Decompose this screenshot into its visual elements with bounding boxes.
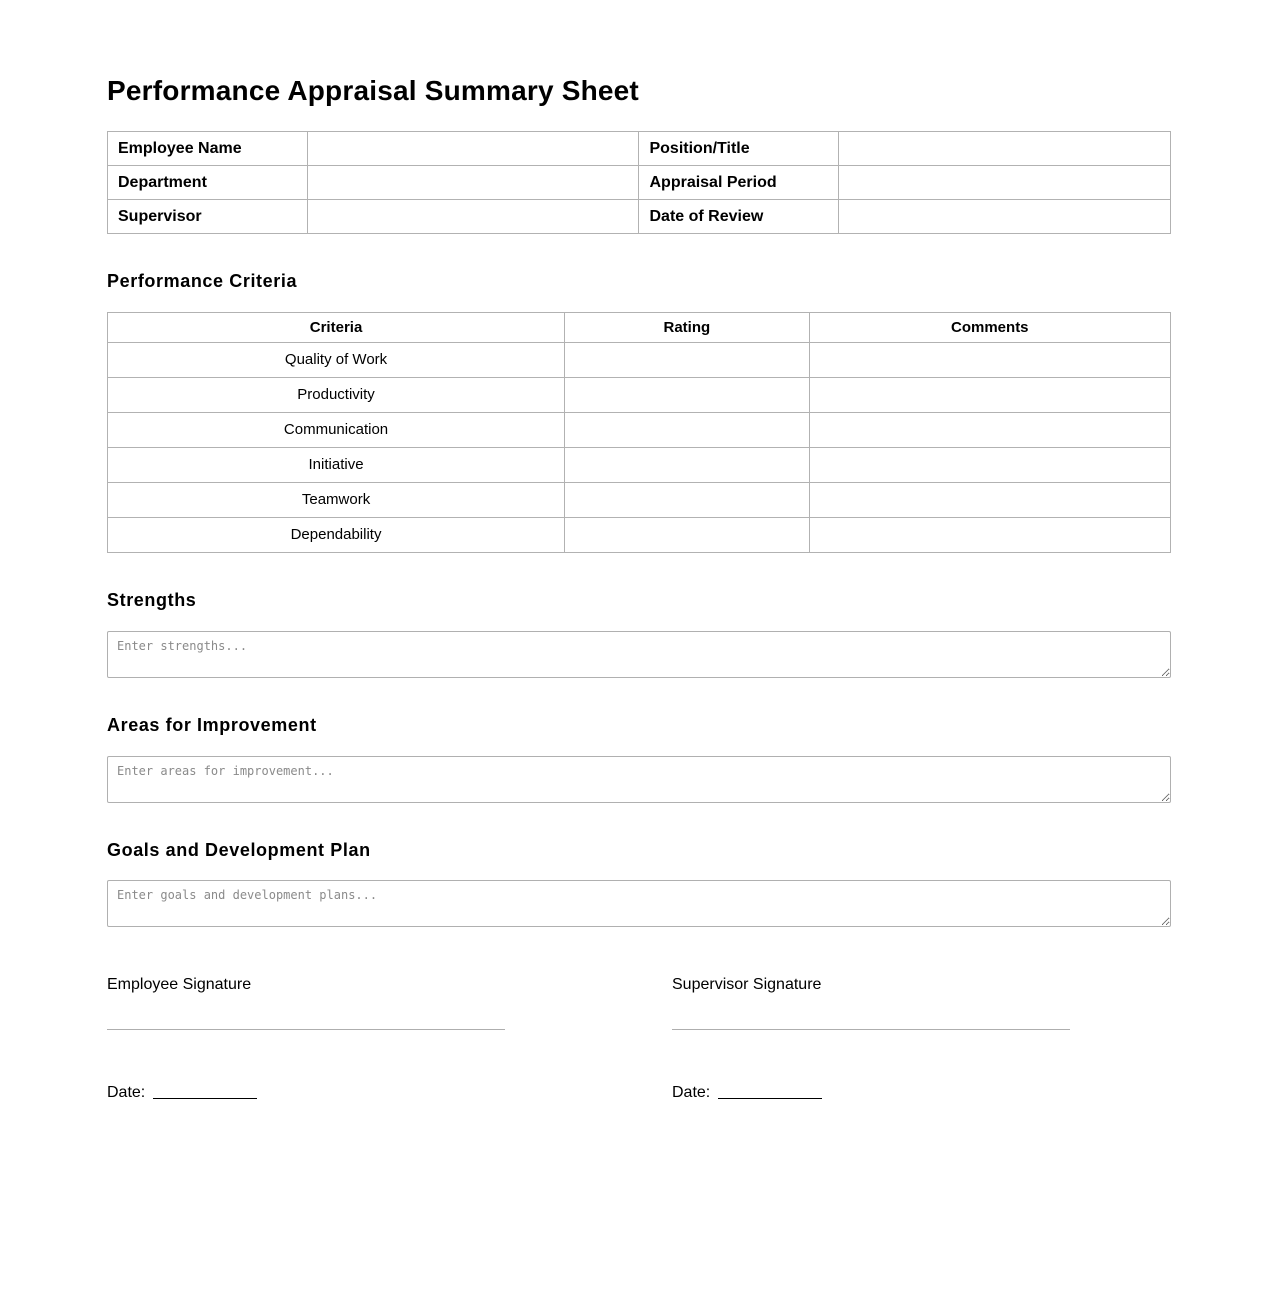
goals-development-plan-heading: Goals and Development Plan <box>107 839 371 860</box>
employee-info-table <box>107 131 1171 234</box>
table-row <box>108 447 1171 482</box>
criteria-cell: Teamwork <box>108 482 565 517</box>
supervisor-signature-label: Supervisor Signature <box>672 976 822 994</box>
criteria-cell: Quality of Work <box>108 342 565 377</box>
supervisor-label: Supervisor <box>108 200 308 234</box>
table-row <box>108 200 1171 234</box>
table-row <box>108 342 1171 377</box>
rating-cell <box>565 342 809 377</box>
rating-cell <box>565 412 809 447</box>
comments-cell <box>809 447 1170 482</box>
supervisor-signature-block <box>672 975 1070 1101</box>
comments-cell <box>809 342 1170 377</box>
department-label: Department <box>108 166 308 200</box>
criteria-column-header: Criteria <box>108 312 565 342</box>
criteria-cell: Initiative <box>108 447 565 482</box>
rating-cell <box>565 517 809 552</box>
department-value <box>307 166 639 200</box>
rating-cell <box>565 377 809 412</box>
appraisal-period-label: Appraisal Period <box>639 166 839 200</box>
criteria-cell: Productivity <box>108 377 565 412</box>
strengths-heading: Strengths <box>107 589 197 610</box>
employee-date-label: Date: <box>107 1083 146 1101</box>
table-row <box>108 377 1171 412</box>
employee-date-row <box>107 1084 505 1102</box>
table-row <box>108 517 1171 552</box>
employee-signature-label: Employee Signature <box>107 976 252 994</box>
supervisor-date-label: Date: <box>672 1083 711 1101</box>
rating-column-header: Rating <box>565 312 809 342</box>
areas-for-improvement-heading: Areas for Improvement <box>107 714 317 735</box>
table-row <box>108 482 1171 517</box>
goals-development-plan-input[interactable] <box>107 880 1171 927</box>
page-title: Performance Appraisal Summary Sheet <box>107 75 639 106</box>
comments-cell <box>809 377 1170 412</box>
appraisal-period-value <box>839 166 1171 200</box>
position-title-label: Position/Title <box>639 132 839 166</box>
performance-criteria-heading: Performance Criteria <box>107 271 298 292</box>
employee-name-label: Employee Name <box>108 132 308 166</box>
date-of-review-label: Date of Review <box>639 200 839 234</box>
comments-column-header: Comments <box>809 312 1170 342</box>
employee-signature-line <box>107 1029 505 1030</box>
supervisor-date-line <box>718 1087 822 1099</box>
table-header-row <box>108 312 1171 342</box>
comments-cell <box>809 517 1170 552</box>
performance-criteria-table <box>107 312 1171 553</box>
rating-cell <box>565 482 809 517</box>
criteria-cell: Dependability <box>108 517 565 552</box>
table-row <box>108 412 1171 447</box>
signature-section <box>107 975 1171 1101</box>
strengths-input[interactable] <box>107 631 1171 678</box>
supervisor-signature-line <box>672 1029 1070 1030</box>
rating-cell <box>565 447 809 482</box>
appraisal-form-page <box>107 0 1171 1282</box>
supervisor-value <box>307 200 639 234</box>
date-of-review-value <box>839 200 1171 234</box>
employee-name-value <box>307 132 639 166</box>
criteria-cell: Communication <box>108 412 565 447</box>
comments-cell <box>809 482 1170 517</box>
comments-cell <box>809 412 1170 447</box>
supervisor-date-row <box>672 1084 1070 1102</box>
position-title-value <box>839 132 1171 166</box>
employee-date-line <box>153 1087 257 1099</box>
table-row <box>108 166 1171 200</box>
table-row <box>108 132 1171 166</box>
employee-signature-block <box>107 975 505 1101</box>
areas-for-improvement-input[interactable] <box>107 756 1171 803</box>
